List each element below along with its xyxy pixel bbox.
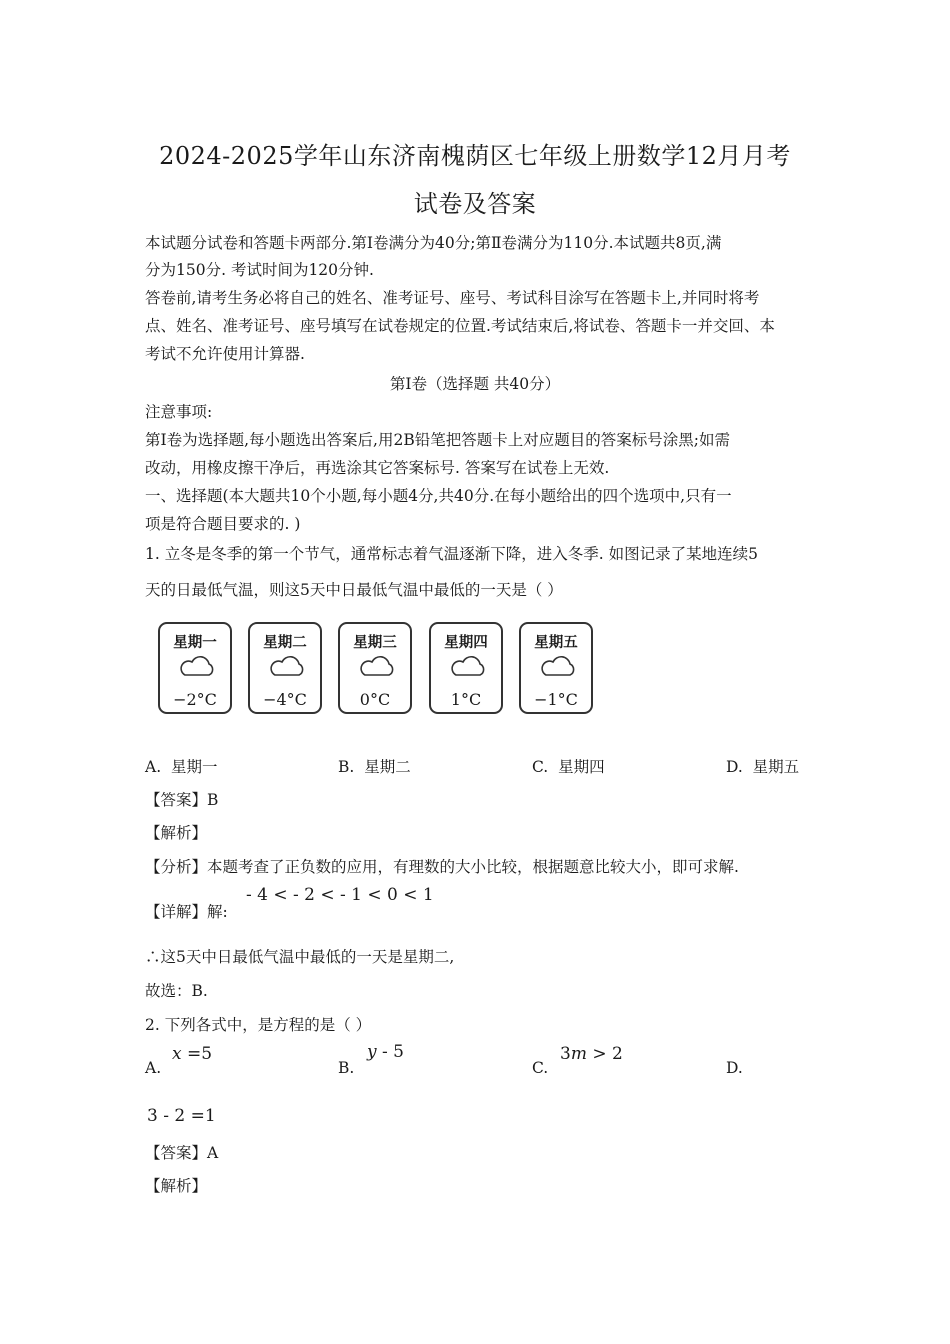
math-pre: 3 <box>560 1044 571 1064</box>
weather-day: 星期四 <box>444 634 488 651</box>
q2-option-d-math: 3 - 2 =1 <box>147 1106 216 1126</box>
weather-card-thursday <box>429 622 503 714</box>
weather-day: 星期三 <box>353 634 397 651</box>
cloud-icon <box>177 654 217 678</box>
math-var: m <box>570 1044 587 1064</box>
weather-temp: −4°C <box>263 690 307 709</box>
option-letter: C. <box>532 758 549 776</box>
option-text: 星期四 <box>558 758 605 776</box>
q2-answer: 【答案】A <box>145 1144 219 1162</box>
math-var: x <box>172 1044 182 1064</box>
q1-answer: 【答案】B <box>145 791 219 809</box>
weather-temp: 1°C <box>450 690 482 709</box>
q1-detail-math: - 4 < - 2 < - 1 < 0 < 1 <box>246 885 434 905</box>
weather-card-tuesday <box>248 622 322 714</box>
q1-option-d <box>726 755 799 777</box>
intro-line: 本试题分试卷和答题卡两部分.第Ⅰ卷满分为40分;第Ⅱ卷满分为110分.本试题共8页,满 <box>145 234 722 252</box>
weather-temp: −2°C <box>173 690 217 709</box>
notice-line: 一、选择题(本大题共10个小题,每小题4分,共40分.在每小题给出的四个选项中,只有一 <box>145 487 732 505</box>
notice-line: 项是符合题目要求的. ) <box>145 515 301 533</box>
notice-line: 第Ⅰ卷为选择题,每小题选出答案后,用2B铅笔把答题卡上对应题目的答案标号涂黑;如需 <box>145 431 730 449</box>
intro-line: 答卷前,请考生务必将自己的姓名、准考证号、座号、考试科目涂写在答题卡上,并同时将考 <box>145 289 760 307</box>
page-title: 2024-2025学年山东济南槐荫区七年级上册数学12月月考 <box>159 142 791 170</box>
weather-temp: 0°C <box>359 690 391 709</box>
page-title-line2: 试卷及答案 <box>413 190 537 218</box>
weather-day: 星期二 <box>263 634 307 651</box>
question-1-stem: 1. 立冬是冬季的第一个节气，通常标志着气温逐渐下降，进入冬季. 如图记录了某地连续5 <box>145 545 758 563</box>
q1-analysis-label: 【解析】 <box>145 824 208 842</box>
option-text: 星期二 <box>364 758 411 776</box>
q1-analysis: 【分析】本题考查了正负数的应用，有理数的大小比较，根据题意比较大小，即可求解. <box>145 858 739 876</box>
weather-temp: −1°C <box>534 690 578 709</box>
question-2-stem: 2. 下列各式中，是方程的是（ ） <box>145 1016 372 1034</box>
notice-line: 改动，用橡皮擦干净后，再选涂其它答案标号. 答案写在试卷上无效. <box>145 459 610 477</box>
cloud-icon <box>267 654 307 678</box>
q2-option-c-math <box>560 1044 623 1064</box>
option-text: 星期五 <box>752 758 800 776</box>
q2-option-b-math <box>367 1042 404 1062</box>
q2-option-d-letter: D. <box>726 1059 743 1077</box>
q1-conclusion: ∴这5天中日最低气温中最低的一天是星期二, <box>145 948 455 966</box>
option-letter: A. <box>145 758 162 776</box>
cloud-icon <box>357 654 397 678</box>
q2-option-b-letter: B. <box>338 1059 355 1077</box>
question-1-stem-cont: 天的日最低气温，则这5天中日最低气温中最低的一天是（ ） <box>145 581 563 599</box>
section-title: 第Ⅰ卷（选择题 共40分） <box>389 375 561 393</box>
q2-option-c-letter: C. <box>532 1059 549 1077</box>
weather-card-friday <box>519 622 593 714</box>
q1-option-c <box>532 755 605 777</box>
q1-detail-label: 【详解】解: <box>145 903 228 921</box>
q1-option-b <box>338 755 411 777</box>
cloud-icon <box>448 654 488 678</box>
cloud-icon <box>538 654 578 678</box>
intro-line: 点、姓名、准考证号、座号填写在试卷规定的位置.考试结束后,将试卷、答题卡一并交回、本 <box>145 317 775 335</box>
q2-option-a-letter: A. <box>145 1059 162 1077</box>
q1-option-a <box>145 755 218 777</box>
option-letter: D. <box>726 758 743 776</box>
q2-analysis-label: 【解析】 <box>145 1177 208 1195</box>
weather-card-monday <box>158 622 232 714</box>
notice-line: 注意事项: <box>145 403 213 421</box>
option-letter: B. <box>338 758 355 776</box>
math-rest: =5 <box>181 1044 213 1064</box>
intro-line: 考试不允许使用计算器. <box>145 345 305 363</box>
q2-option-a-math <box>172 1044 212 1064</box>
math-var: y <box>367 1042 377 1062</box>
weather-day: 星期五 <box>534 634 578 651</box>
math-rest: > 2 <box>586 1044 623 1064</box>
math-rest: - 5 <box>376 1042 404 1062</box>
option-text: 星期一 <box>170 758 218 776</box>
intro-line: 分为150分. 考试时间为120分钟. <box>145 261 374 279</box>
q1-choice: 故选：B. <box>145 982 208 1000</box>
weather-card-wednesday <box>338 622 412 714</box>
weather-day: 星期一 <box>173 634 217 651</box>
